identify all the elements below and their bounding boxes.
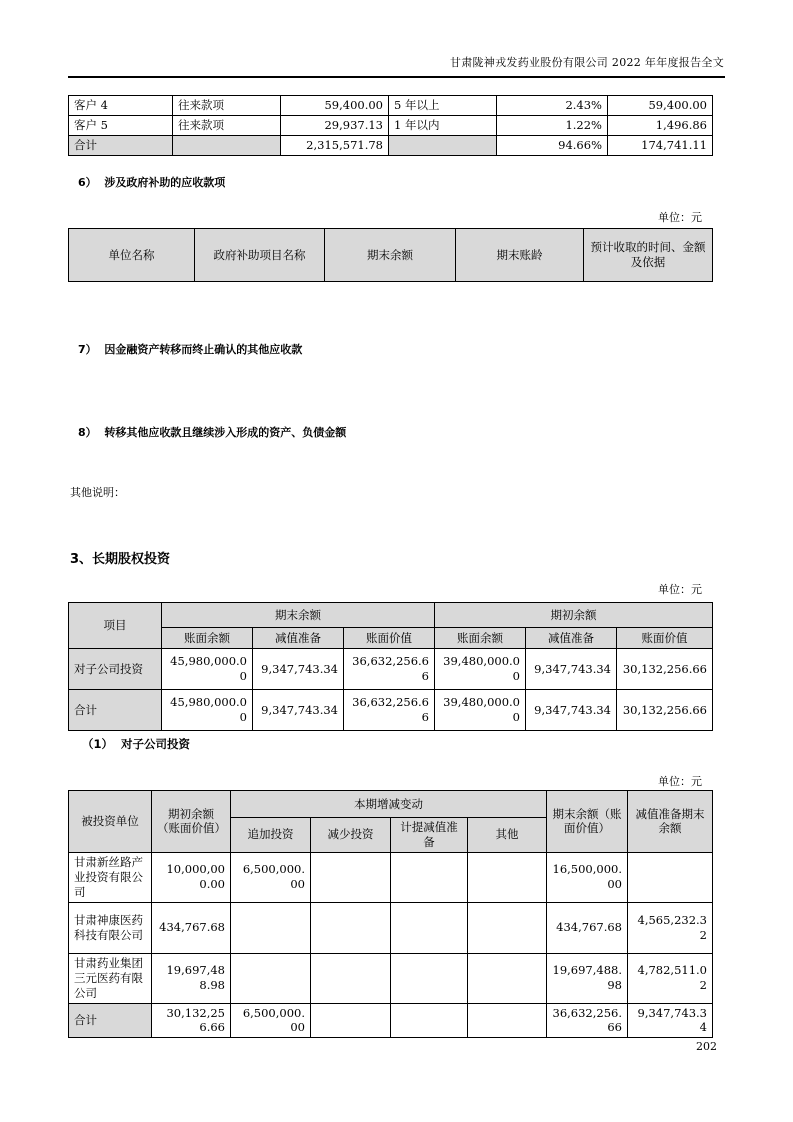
nature-cell: 往来款项 [173, 116, 281, 136]
header-cell: 被投资单位 [69, 791, 152, 853]
value-cell: 36,632,256.66 [344, 649, 435, 690]
ratio-cell: 1.22% [497, 116, 608, 136]
header-cell: 预计收取的时间、金额及依据 [584, 229, 713, 282]
unit-label: 单位：元 [658, 211, 702, 224]
value-cell: 19,697,488.98 [152, 953, 231, 1003]
aging-cell [389, 136, 497, 156]
customer-name-cell: 客户 4 [69, 96, 173, 116]
value-cell [391, 1003, 468, 1038]
header-cell: 账面价值 [344, 628, 435, 649]
value-cell: 434,767.68 [152, 902, 231, 953]
provision-cell: 174,741.11 [608, 136, 713, 156]
value-cell: 6,500,000.00 [231, 852, 311, 902]
value-cell [391, 902, 468, 953]
investee-cell: 甘肃药业集团三元医药有限公司 [69, 953, 152, 1003]
value-cell: 30,132,256.66 [152, 1003, 231, 1038]
unit-label: 单位：元 [658, 583, 702, 596]
value-cell: 9,347,743.34 [526, 649, 617, 690]
value-cell: 434,767.68 [547, 902, 628, 953]
investee-cell: 甘肃新丝路产业投资有限公司 [69, 852, 152, 902]
section-heading-8: 8） 转移其他应收款且继续涉入形成的资产、负债金额 [78, 426, 347, 439]
header-cell: 计提减值准备 [391, 818, 468, 853]
value-cell [311, 852, 391, 902]
investee-cell: 甘肃神康医药科技有限公司 [69, 902, 152, 953]
amount-cell: 29,937.13 [281, 116, 389, 136]
header-cell: 期末余额 [325, 229, 456, 282]
header-group-opening: 期初余额 [435, 603, 713, 628]
header-group-change: 本期增减变动 [231, 791, 547, 818]
header-cell: 期末账龄 [456, 229, 584, 282]
header-cell: 减值准备期末余额 [628, 791, 713, 853]
value-cell [391, 852, 468, 902]
value-cell [628, 852, 713, 902]
section-heading-3: 3、长期股权投资 [70, 552, 171, 567]
value-cell: 10,000,000.00 [152, 852, 231, 902]
total-label-cell: 合计 [69, 690, 162, 731]
value-cell [468, 1003, 547, 1038]
aging-cell: 1 年以内 [389, 116, 497, 136]
header-cell: 政府补助项目名称 [195, 229, 325, 282]
value-cell [468, 902, 547, 953]
header-cell: 期末余额（账面价值） [547, 791, 628, 853]
value-cell: 45,980,000.00 [162, 649, 253, 690]
value-cell: 36,632,256.66 [344, 690, 435, 731]
receivables-aging-table [68, 95, 713, 156]
value-cell: 4,782,511.02 [628, 953, 713, 1003]
value-cell: 4,565,232.32 [628, 902, 713, 953]
header-row [69, 229, 713, 282]
aging-cell: 5 年以上 [389, 96, 497, 116]
value-cell [231, 902, 311, 953]
provision-cell: 1,496.86 [608, 116, 713, 136]
provision-cell: 59,400.00 [608, 96, 713, 116]
value-cell: 36,632,256.66 [547, 1003, 628, 1038]
nature-cell [173, 136, 281, 156]
total-label-cell: 合计 [69, 1003, 152, 1038]
header-group-closing: 期末余额 [162, 603, 435, 628]
value-cell [468, 953, 547, 1003]
header-cell: 减少投资 [311, 818, 391, 853]
nature-cell: 往来款项 [173, 96, 281, 116]
ratio-cell: 2.43% [497, 96, 608, 116]
value-cell: 45,980,000.00 [162, 690, 253, 731]
header-cell: 追加投资 [231, 818, 311, 853]
header-cell: 账面余额 [162, 628, 253, 649]
table-row [69, 852, 713, 902]
amount-cell: 2,315,571.78 [281, 136, 389, 156]
value-cell: 30,132,256.66 [617, 649, 713, 690]
header-divider [68, 76, 725, 78]
section-heading-6: 6） 涉及政府补助的应收款项 [78, 176, 226, 189]
value-cell [468, 852, 547, 902]
report-header-title: 甘肃陇神戎发药业股份有限公司 2022 年年度报告全文 [449, 56, 724, 69]
subsidiary-investment-table [68, 790, 713, 1038]
total-label-cell: 合计 [69, 136, 173, 156]
item-cell: 对子公司投资 [69, 649, 162, 690]
value-cell: 9,347,743.34 [526, 690, 617, 731]
total-row [69, 136, 713, 156]
value-cell: 39,480,000.00 [435, 690, 526, 731]
section-heading-3-1: （1） 对子公司投资 [82, 737, 191, 751]
header-row [69, 791, 713, 818]
table-row [69, 649, 713, 690]
unit-label: 单位：元 [658, 775, 702, 788]
header-cell: 其他 [468, 818, 547, 853]
header-cell: 单位名称 [69, 229, 195, 282]
value-cell [311, 902, 391, 953]
value-cell: 6,500,000.00 [231, 1003, 311, 1038]
total-row [69, 1003, 713, 1038]
value-cell: 16,500,000.00 [547, 852, 628, 902]
value-cell [311, 953, 391, 1003]
header-cell: 账面余额 [435, 628, 526, 649]
header-cell: 减值准备 [253, 628, 344, 649]
header-cell: 项目 [69, 603, 162, 649]
value-cell: 9,347,743.34 [628, 1003, 713, 1038]
value-cell [311, 1003, 391, 1038]
page-number: 202 [696, 1040, 717, 1053]
value-cell: 9,347,743.34 [253, 649, 344, 690]
table-row [69, 902, 713, 953]
section-heading-7: 7） 因金融资产转移而终止确认的其他应收款 [78, 343, 303, 356]
value-cell [231, 953, 311, 1003]
value-cell: 39,480,000.00 [435, 649, 526, 690]
table-row [69, 116, 713, 136]
value-cell: 30,132,256.66 [617, 690, 713, 731]
header-cell: 减值准备 [526, 628, 617, 649]
header-cell: 期初余额（账面价值） [152, 791, 231, 853]
amount-cell: 59,400.00 [281, 96, 389, 116]
header-row [69, 628, 713, 649]
ratio-cell: 94.66% [497, 136, 608, 156]
header-row [69, 603, 713, 628]
other-note-label: 其他说明： [70, 486, 125, 499]
value-cell: 19,697,488.98 [547, 953, 628, 1003]
header-cell: 账面价值 [617, 628, 713, 649]
total-row [69, 690, 713, 731]
table-row [69, 953, 713, 1003]
lt-equity-table [68, 602, 713, 731]
table-row [69, 96, 713, 116]
value-cell: 9,347,743.34 [253, 690, 344, 731]
value-cell [391, 953, 468, 1003]
gov-subsidy-table [68, 228, 713, 282]
customer-name-cell: 客户 5 [69, 116, 173, 136]
